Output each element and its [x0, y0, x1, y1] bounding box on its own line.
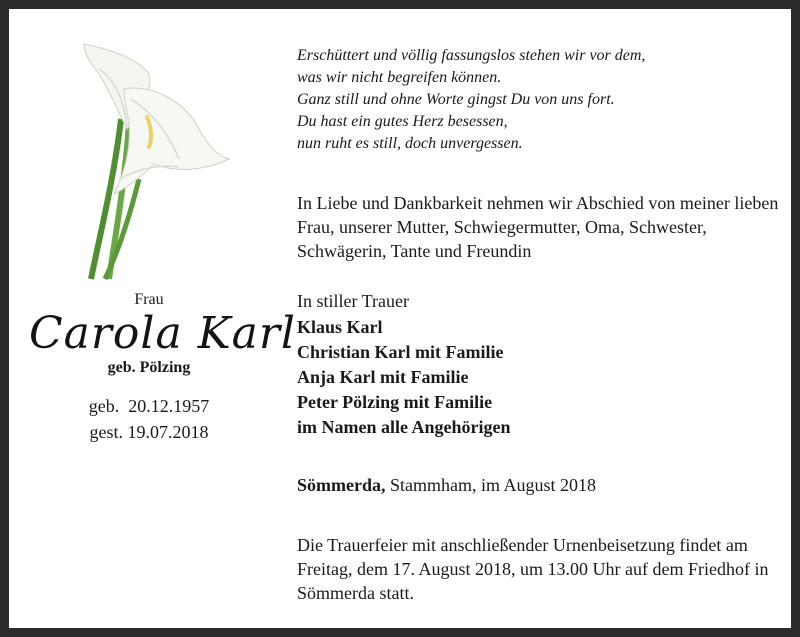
mourner: Anja Karl mit Familie: [297, 367, 469, 387]
mourner: im Namen alle Angehörigen: [297, 417, 511, 437]
poem-line: nun ruht es still, doch unvergessen.: [297, 135, 523, 152]
poem-line: Erschüttert und völlig fassungslos stehen wir vor dem,: [297, 47, 646, 64]
mourning-intro: In stiller Trauer: [297, 291, 409, 311]
life-dates: [29, 393, 269, 445]
deceased-title: Frau: [134, 291, 164, 308]
birth-name: geb. Pölzing: [107, 359, 191, 376]
birth-date: geb. 20.12.1957: [88, 396, 210, 416]
poem-line: was wir nicht begreifen können.: [297, 69, 502, 86]
mourner: Peter Pölzing mit Familie: [297, 392, 493, 412]
mourner: Christian Karl mit Familie: [297, 342, 504, 362]
mourners-list: [297, 315, 511, 440]
poem-line: Ganz still und ohne Worte gingst Du von uns fort.: [297, 91, 615, 108]
death-date: gest. 19.07.2018: [89, 422, 209, 442]
poem: [297, 45, 787, 155]
farewell-text: In Liebe und Dankbarkeit nehmen wir Abschied von meiner lieben Frau, unserer Mutter, Schwiegermutter, Oma, Schwester, Schwägerin, Tante und Freundin: [297, 193, 779, 261]
poem-line: Du hast ein gutes Herz besessen,: [297, 113, 508, 130]
deceased-name: Carola Karl: [29, 308, 296, 359]
place-rest: Stammham, im August 2018: [385, 475, 597, 495]
mourner: Klaus Karl: [297, 317, 383, 337]
ceremony-notice: Die Trauerfeier mit anschließender Urnenbeisetzung findet am Freitag, dem 17. August 2018, um 13.00 Uhr auf dem Friedhof in Sömmerda statt.: [297, 535, 769, 603]
calla-lily-image: [69, 29, 239, 284]
place-date: [297, 473, 797, 497]
deceased-info: [29, 291, 296, 445]
place-city: Sömmerda,: [297, 475, 386, 495]
